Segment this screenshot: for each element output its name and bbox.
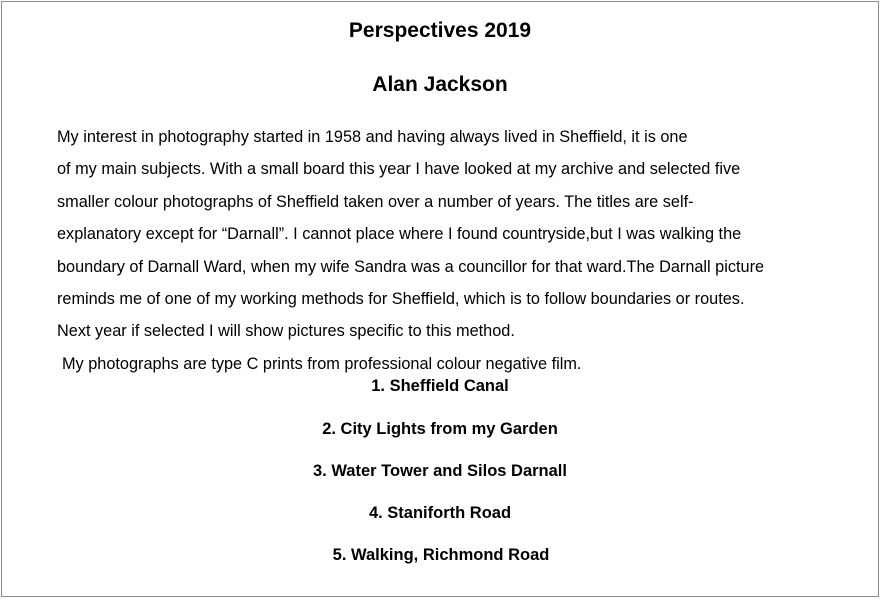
picture-title: 3. Water Tower and Silos Darnall: [313, 462, 567, 480]
document-title: Perspectives 2019: [348, 19, 532, 42]
statement-line: Next year if selected I will show pictures specific to this method.: [57, 322, 515, 341]
statement-line: smaller colour photographs of Sheffield taken over a number of years. The titles are self-: [57, 192, 694, 211]
statement-line: My photographs are type C prints from professional colour negative film.: [62, 354, 582, 373]
statement-line: reminds me of one of my working methods for Sheffield, which is to follow boundaries or routes.: [57, 290, 745, 309]
statement-paragraph: [57, 121, 867, 380]
statement-line: boundary of Darnall Ward, when my wife Sandra was a councillor for that ward.The Darnall picture: [57, 257, 765, 276]
picture-title: 5. Walking, Richmond Road: [332, 546, 550, 564]
statement-line: My interest in photography started in 1958 and having always lived in Sheffield, it is one: [57, 128, 688, 146]
document-page: [1, 1, 879, 597]
picture-title: 4. Staniforth Road: [368, 504, 512, 522]
statement-line: explanatory except for “Darnall”. I cannot place where I found countryside,but I was walking the: [57, 225, 742, 244]
author-name: Alan Jackson: [372, 73, 508, 96]
picture-title: 1. Sheffield Canal: [371, 377, 509, 395]
picture-title: 2. City Lights from my Garden: [322, 420, 558, 438]
statement-line: of my main subjects. With a small board this year I have looked at my archive and selected five: [57, 160, 741, 179]
